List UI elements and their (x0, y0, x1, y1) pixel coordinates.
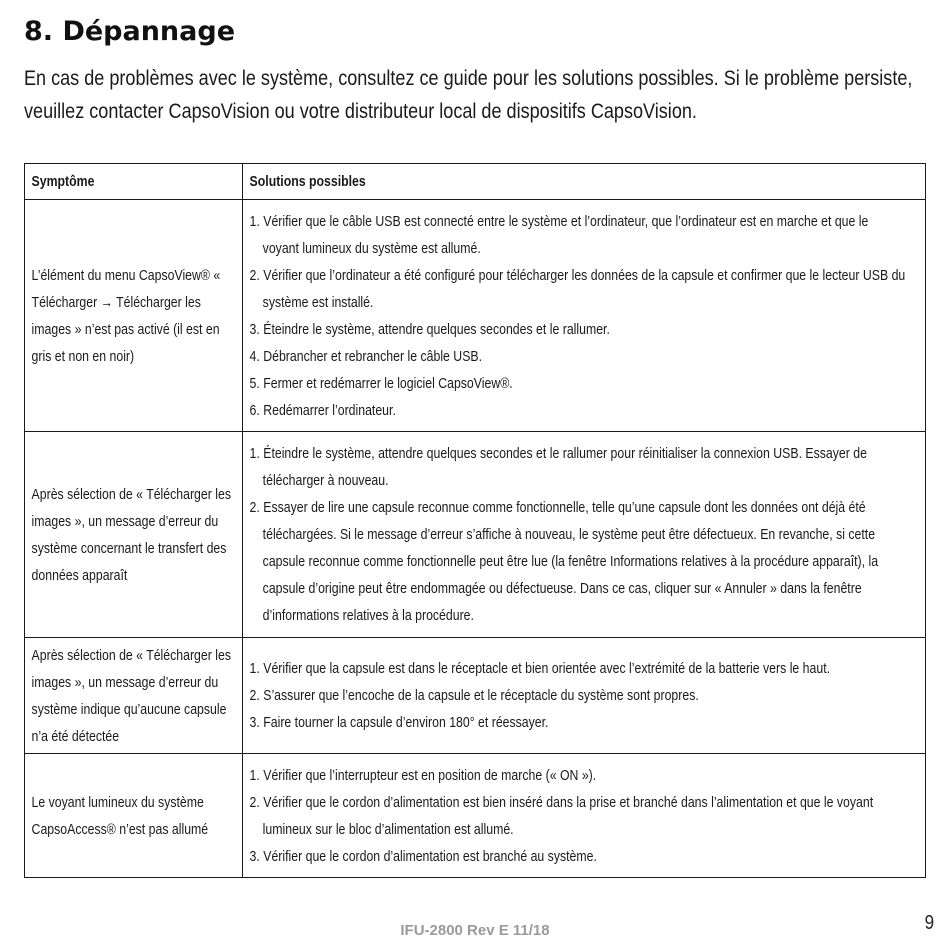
header-solutions: Solutions possibles (243, 164, 926, 200)
page-number: 9 (924, 912, 934, 934)
solution-item: 5. Fermer et redémarrer le logiciel CapsoView®. (249, 374, 513, 392)
solution-item: 6. Redémarrer l’ordinateur. (249, 401, 396, 419)
solution-item: 2. Vérifier que l’ordinateur a été configuré pour télécharger les données de la capsule et confirmer que le lecteur USB du système est installé. (249, 266, 906, 311)
document-footer: IFU-2800 Rev E 11/18 (400, 922, 550, 939)
table-row (25, 432, 926, 638)
table-row (25, 200, 926, 432)
table-row (25, 754, 926, 878)
solution-item: 1. Éteindre le système, attendre quelques secondes et le rallumer pour réinitialiser la connexion USB. Essayer de télécharger à nouveau. (249, 445, 867, 489)
table-header-row (25, 164, 926, 200)
table-row (25, 638, 926, 754)
symptom-cell: Après sélection de « Télécharger les images », un message d’erreur du système concernant le transfert des données apparaît (25, 432, 243, 638)
solution-item: 3. Vérifier que le cordon d’alimentation est branché au système. (249, 847, 597, 865)
intro-paragraph: En cas de problèmes avec le système, consultez ce guide pour les solutions possibles. Si le problème persiste, veuillez contacter CapsoVision ou votre distributeur local de dispositifs CapsoVision. (24, 66, 913, 123)
symptom-cell: Le voyant lumineux du système CapsoAccess® n’est pas allumé (25, 754, 243, 878)
solution-item: 2. Vérifier que le cordon d’alimentation est bien inséré dans la prise et branché dans l’alimentation et que le voyant lumineux sur le bloc d’alimentation est allumé. (249, 793, 874, 838)
solutions-cell (243, 754, 926, 878)
solution-item: 3. Faire tourner la capsule d’environ 180° et réessayer. (249, 714, 549, 731)
section-title: 8. Dépannage (24, 16, 236, 47)
symptom-cell: Après sélection de « Télécharger les images », un message d’erreur du système indique qu’aucune capsule n’a été détectée (25, 638, 243, 754)
solution-item: 3. Éteindre le système, attendre quelques secondes et le rallumer. (249, 320, 610, 338)
solutions-cell (243, 200, 926, 432)
solutions-cell (243, 638, 926, 754)
solutions-cell (243, 432, 926, 638)
troubleshooting-table (24, 163, 926, 878)
solution-item: 2. S’assurer que l’encoche de la capsule et le réceptacle du système sont propres. (249, 687, 699, 704)
symptom-cell: L’élément du menu CapsoView® « Télécharger → Télécharger les images » n’est pas activé (il est en gris et non en noir) (25, 200, 243, 432)
header-symptom: Symptôme (25, 164, 243, 200)
solution-item: 4. Débrancher et rebrancher le câble USB. (249, 347, 483, 365)
solution-item: 2. Essayer de lire une capsule reconnue comme fonctionnelle, telle qu’une capsule dont les données ont déjà été téléchargées. Si le message d’erreur s’affiche à nouveau, le système peut être défectueux. En revanche, si cette capsule reconnue comme fonctionnelle peut être lue (la fenêtre Informations relatives à la procédure apparaît), la capsule d’origine peut être endommagée ou défectueuse. Dans ce cas, cliquer sur « Annuler » dans la fenêtre d’informations relatives à la procédure. (249, 499, 879, 624)
solution-item: 1. Vérifier que l’interrupteur est en position de marche (« ON »). (249, 766, 597, 784)
solution-item: 1. Vérifier que la capsule est dans le réceptacle et bien orientée avec l’extrémité de la batterie vers le haut. (249, 660, 831, 677)
solution-item: 1. Vérifier que le câble USB est connecté entre le système et l’ordinateur, que l’ordinateur est en marche et que le voyant lumineux du système est allumé. (249, 212, 869, 257)
